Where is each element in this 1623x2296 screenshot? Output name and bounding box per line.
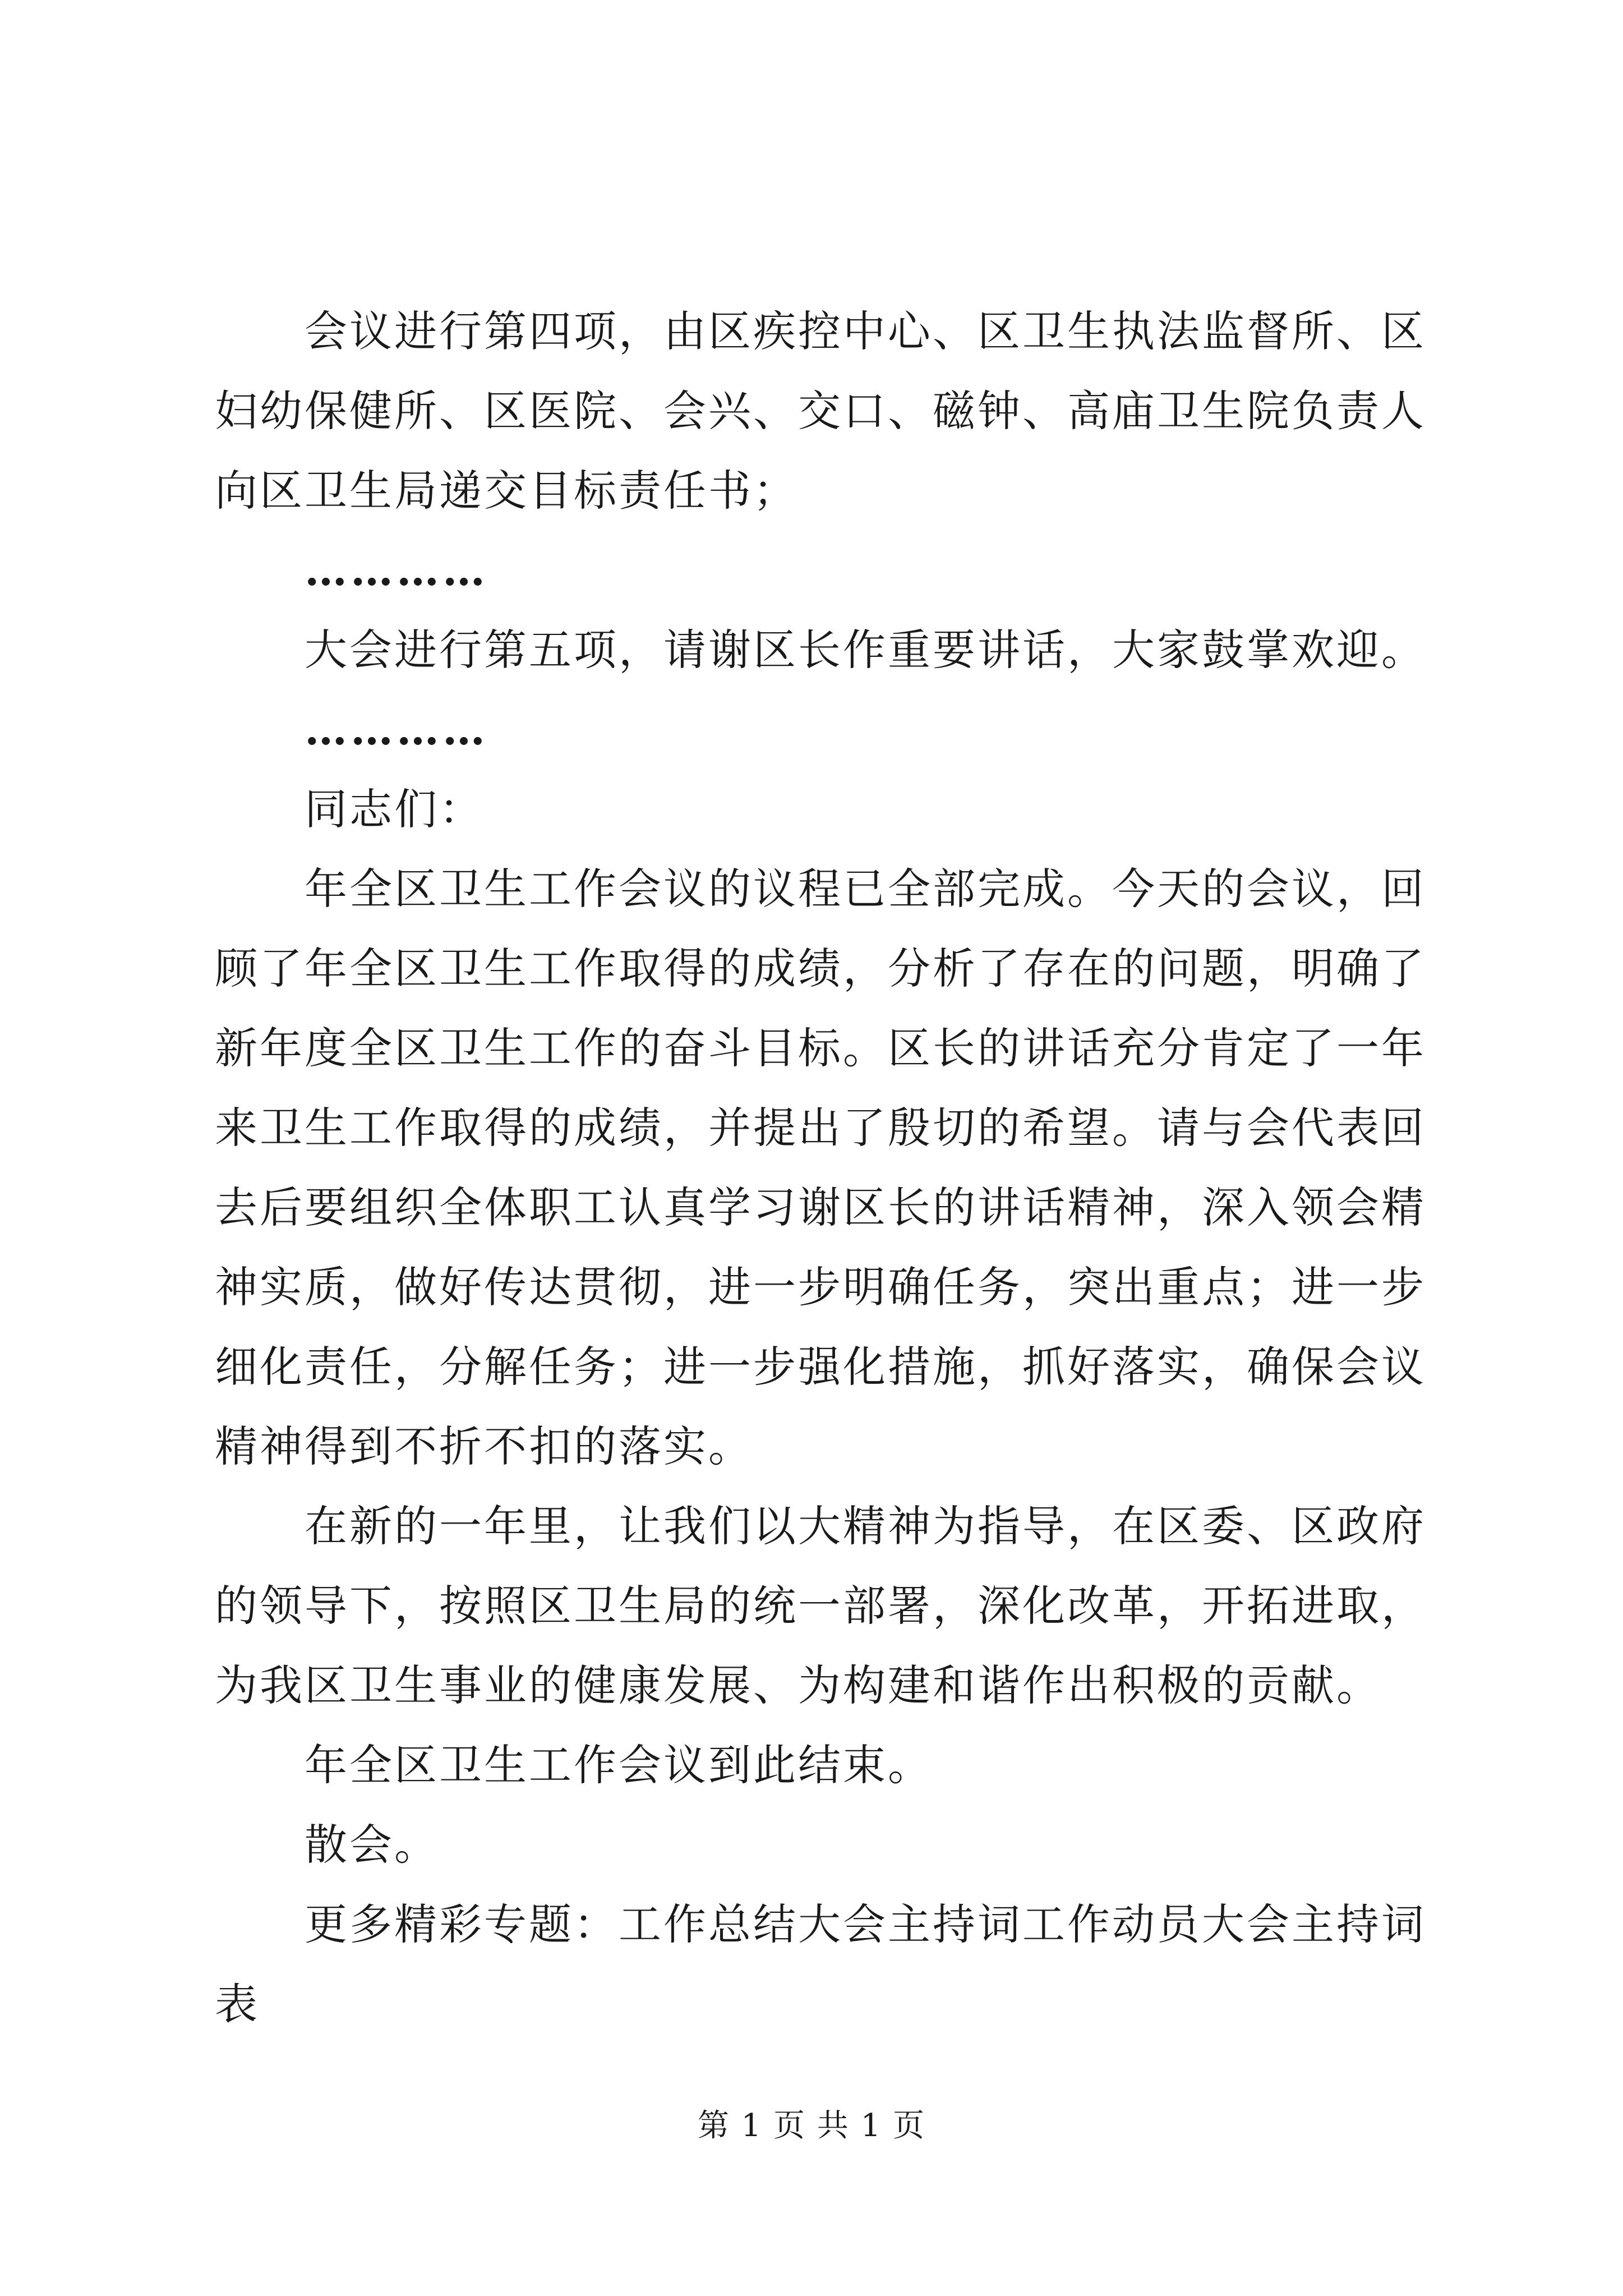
ellipsis-separator: ………… [305,545,488,595]
meeting-end-line: 年全区卫生工作会议到此结束。 [305,1740,933,1790]
adjourn-line: 散会。 [305,1820,439,1870]
more-topics-line: 更多精彩专题：工作总结大会主持词工作动员大会主持词表 [215,1899,1426,2029]
page-footer: 第 1 页 共 1 页 [697,2108,926,2144]
document-body [215,292,1426,2044]
new-year-paragraph: 在新的一年里，让我们以大精神为指导，在区委、区政府的领导下，按照区卫生局的统一部署，深化改革，开拓进取，为我区卫生事业的健康发展、为构建和谐作出积极的贡献。 [215,1501,1426,1710]
paragraph-item-5: 大会进行第五项，请谢区长作重要讲话，大家鼓掌欢迎。 [305,625,1426,675]
closing-summary-paragraph: 年全区卫生工作会议的议程已全部完成。今天的会议，回顾了年全区卫生工作取得的成绩，分析了存在的问题，明确了新年度全区卫生工作的奋斗目标。区长的讲话充分肯定了一年来卫生工作取得的成绩，并提出了殷切的希望。请与会代表回去后要组织全体职工认真学习谢区长的讲话精神，深入领会精神实质，做好传达贯彻，进一步明确任务，突出重点；进一步细化责任，分解任务；进一步强化措施，抓好落实，确保会议精神得到不折不扣的落实。 [215,864,1426,1471]
ellipsis-separator: ………… [305,705,488,754]
paragraph-item-4: 会议进行第四项，由区疾控中心、区卫生执法监督所、区妇幼保健所、区医院、会兴、交口、磁钟、高庙卫生院负责人向区卫生局递交目标责任书； [215,306,1426,516]
salutation: 同志们： [305,784,484,834]
